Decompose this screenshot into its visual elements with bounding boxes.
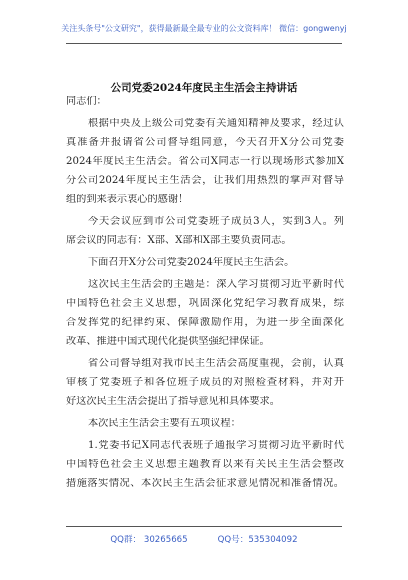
body-line: 1.党委书记X同志代表班子通报学习贯彻习近平新时代 xyxy=(88,440,344,451)
body-line: 席会议的同志有：X部、X部和X部主要负责同志。 xyxy=(66,235,292,246)
header-banner: 关注头条号"公文研究"，获得最新最全最专业的公文资料库！ 微信：gongwenyj xyxy=(61,24,347,33)
body-line: 改革、推进中国式现代化提供坚强纪律保证。 xyxy=(66,336,270,347)
footer-divider xyxy=(66,526,342,527)
body-line: 今天会议应到市公司党委班子成员3人，实到3人。列 xyxy=(88,216,344,227)
body-line: 2024年度民主生活会。省公司X同志一行以现场形式参加X xyxy=(66,156,344,167)
body-line: 本次民主生活会主要有五项议程： xyxy=(88,418,241,429)
body-line: 省公司督导组对我市民主生活会高度重视，会前，认真 xyxy=(88,358,344,369)
qq-group-text: QQ群： 30265665 xyxy=(110,535,188,545)
body-line: 好这次民主生活会提出了指导意见和具体要求。 xyxy=(66,396,280,407)
body-line: 合发挥党的纪律约束、保障激励作用，为进一步全面深化 xyxy=(66,317,344,328)
body-line: 中国特色社会主义思想主题教育以来有关民主生活会整改 xyxy=(66,459,344,470)
header-divider xyxy=(66,43,342,44)
body-line: 组的到来表示衷心的感谢！ xyxy=(66,194,189,205)
document-title: 公司党委2024年度民主生活会主持讲话 xyxy=(110,82,298,94)
body-line: 真准备并报请省公司督导组同意，今天召开X分公司党委 xyxy=(66,137,344,148)
body-line: 审核了党委班子和各位班子成员的对照检查材料，并对开 xyxy=(66,377,344,388)
body-line: 措施落实情况、本次民主生活会征求意见情况和准备情况。 xyxy=(66,478,344,489)
body-line: 这次民主生活会的主题是：深入学习贯彻习近平新时代 xyxy=(88,279,344,290)
body-line: 中国特色社会主义思想，巩固深化党纪学习教育成果，综 xyxy=(66,298,344,309)
footer-contact xyxy=(0,533,408,545)
body-line: 根据中央及上级公司党委有关通知精神及要求，经过认 xyxy=(88,118,344,129)
body-line: 分公司2024年度民主生活会，让我们用热烈的掌声对督导 xyxy=(66,175,344,186)
body-line: 下面召开X分公司党委2024年度民主生活会。 xyxy=(88,257,295,268)
qq-number-text: QQ号：535304092 xyxy=(217,535,298,545)
salutation: 同志们： xyxy=(66,96,107,107)
